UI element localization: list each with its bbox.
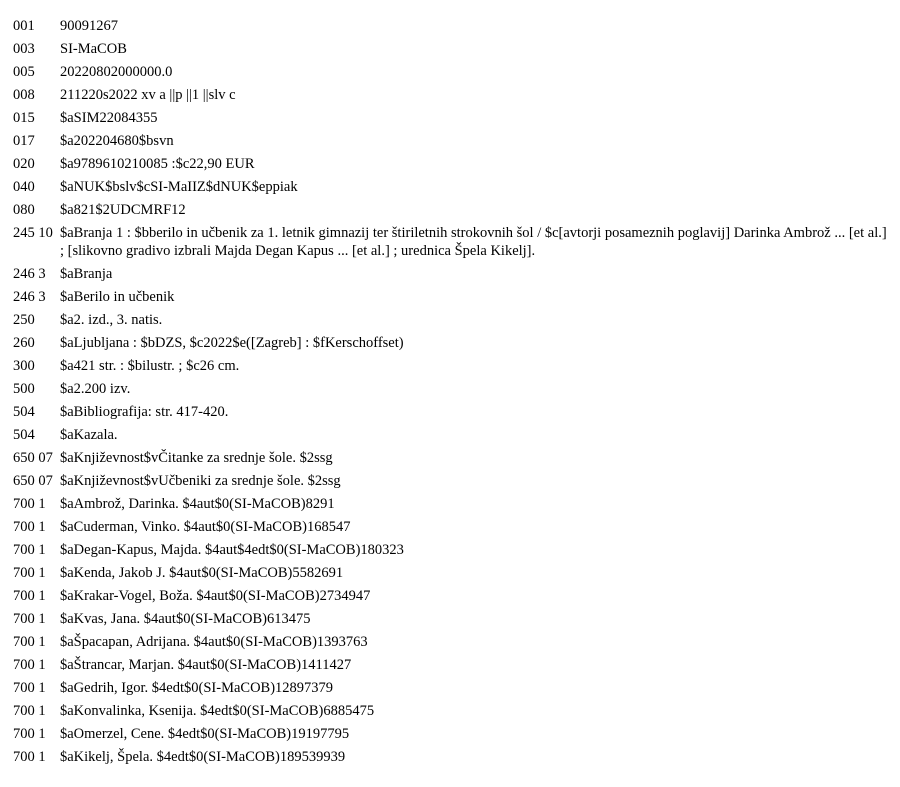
field-tag: 700 1 <box>13 496 46 512</box>
field-tag: 250 <box>13 312 35 328</box>
field-content: $a421 str. : $bilustr. ; $c26 cm. <box>60 358 240 374</box>
marc-field <box>13 541 893 559</box>
marc-field <box>13 265 893 283</box>
marc-record <box>13 17 893 771</box>
field-tag: 700 1 <box>13 611 46 627</box>
field-content: $aBranja 1 : $bberilo in učbenik za 1. letnik gimnazij ter štiriletnih strokovnih šol / $c[avtorji posameznih poglavij] Darinka Ambrož ... [et al.] ; [slikovno gradivo izbrali Majda Degan Kapus ... [et al.] ; urednica Špela Kikelj]. <box>60 225 887 259</box>
marc-field <box>13 748 893 766</box>
field-content: $a821$2UDCMRF12 <box>60 202 186 218</box>
field-content: $a9789610210085 :$c22,90 EUR <box>60 156 255 172</box>
field-tag: 700 1 <box>13 680 46 696</box>
marc-field <box>13 334 893 352</box>
marc-field <box>13 725 893 743</box>
marc-field <box>13 449 893 467</box>
marc-field <box>13 564 893 582</box>
field-content: $a202204680$bsvn <box>60 133 174 149</box>
field-tag: 700 1 <box>13 657 46 673</box>
field-tag: 700 1 <box>13 703 46 719</box>
marc-field <box>13 357 893 375</box>
marc-field <box>13 155 893 173</box>
marc-field <box>13 132 893 150</box>
field-content: $aKonvalinka, Ksenija. $4edt$0(SI-MaCOB)6885475 <box>60 703 375 719</box>
field-content: $a2.200 izv. <box>60 381 131 397</box>
marc-field <box>13 702 893 720</box>
marc-field <box>13 109 893 127</box>
field-content: $aSIM22084355 <box>60 110 158 126</box>
marc-field <box>13 518 893 536</box>
field-tag: 017 <box>13 133 35 149</box>
field-tag: 080 <box>13 202 35 218</box>
field-tag: 504 <box>13 427 35 443</box>
field-tag: 700 1 <box>13 588 46 604</box>
marc-field <box>13 610 893 628</box>
field-tag: 040 <box>13 179 35 195</box>
marc-field <box>13 495 893 513</box>
marc-field-title <box>13 224 893 260</box>
field-tag: 246 3 <box>13 266 46 282</box>
field-content: $aLjubljana : $bDZS, $c2022$e([Zagreb] : $fKerschoffset) <box>60 335 404 351</box>
field-content: $aKvas, Jana. $4aut$0(SI-MaCOB)613475 <box>60 611 311 627</box>
field-tag: 246 3 <box>13 289 46 305</box>
field-content: $aBibliografija: str. 417-420. <box>60 404 229 420</box>
field-content: $aKnjiževnost$vČitanke za srednje šole. $2ssg <box>60 450 333 466</box>
marc-field <box>13 178 893 196</box>
field-content: $aDegan-Kapus, Majda. $4aut$4edt$0(SI-MaCOB)180323 <box>60 542 404 558</box>
field-content: 90091267 <box>60 18 118 34</box>
field-tag: 245 10 <box>13 225 53 241</box>
field-tag: 700 1 <box>13 726 46 742</box>
field-content: $aKikelj, Špela. $4edt$0(SI-MaCOB)189539939 <box>60 749 346 765</box>
field-content: $a2. izd., 3. natis. <box>60 312 163 328</box>
field-tag: 015 <box>13 110 35 126</box>
field-content: $aKrakar-Vogel, Boža. $4aut$0(SI-MaCOB)2734947 <box>60 588 371 604</box>
field-tag: 500 <box>13 381 35 397</box>
field-tag: 700 1 <box>13 519 46 535</box>
marc-field <box>13 17 893 35</box>
field-tag: 650 07 <box>13 450 53 466</box>
field-content: 20220802000000.0 <box>60 64 173 80</box>
field-content: $aKazala. <box>60 427 118 443</box>
field-content: $aKnjiževnost$vUčbeniki za srednje šole. $2ssg <box>60 473 341 489</box>
marc-field <box>13 403 893 421</box>
marc-field <box>13 587 893 605</box>
field-content: $aBranja <box>60 266 113 282</box>
field-tag: 001 <box>13 18 35 34</box>
field-content: $aŠpacapan, Adrijana. $4aut$0(SI-MaCOB)1393763 <box>60 634 368 650</box>
field-tag: 300 <box>13 358 35 374</box>
field-content: $aBerilo in učbenik <box>60 289 175 305</box>
marc-field <box>13 40 893 58</box>
marc-field <box>13 201 893 219</box>
marc-field <box>13 426 893 444</box>
marc-field <box>13 656 893 674</box>
field-tag: 504 <box>13 404 35 420</box>
field-content: $aŠtrancar, Marjan. $4aut$0(SI-MaCOB)1411427 <box>60 657 352 673</box>
field-tag: 700 1 <box>13 749 46 765</box>
field-content: $aOmerzel, Cene. $4edt$0(SI-MaCOB)19197795 <box>60 726 350 742</box>
field-tag: 005 <box>13 64 35 80</box>
field-content: $aCuderman, Vinko. $4aut$0(SI-MaCOB)168547 <box>60 519 351 535</box>
field-tag: 260 <box>13 335 35 351</box>
field-tag: 020 <box>13 156 35 172</box>
marc-field <box>13 380 893 398</box>
marc-field <box>13 679 893 697</box>
field-tag: 700 1 <box>13 542 46 558</box>
field-tag: 650 07 <box>13 473 53 489</box>
marc-field <box>13 311 893 329</box>
field-content: SI-MaCOB <box>60 41 127 57</box>
marc-field <box>13 63 893 81</box>
field-tag: 008 <box>13 87 35 103</box>
marc-field <box>13 472 893 490</box>
marc-field <box>13 86 893 104</box>
marc-field <box>13 633 893 651</box>
field-tag: 700 1 <box>13 634 46 650</box>
field-content: $aNUK$bslv$cSI-MaIIZ$dNUK$eppiak <box>60 179 298 195</box>
marc-field <box>13 288 893 306</box>
field-content: $aAmbrož, Darinka. $4aut$0(SI-MaCOB)8291 <box>60 496 335 512</box>
field-content: 211220s2022 xv a ||p ||1 ||slv c <box>60 87 236 103</box>
field-tag: 700 1 <box>13 565 46 581</box>
field-content: $aKenda, Jakob J. $4aut$0(SI-MaCOB)5582691 <box>60 565 344 581</box>
field-tag: 003 <box>13 41 35 57</box>
field-content: $aGedrih, Igor. $4edt$0(SI-MaCOB)12897379 <box>60 680 334 696</box>
